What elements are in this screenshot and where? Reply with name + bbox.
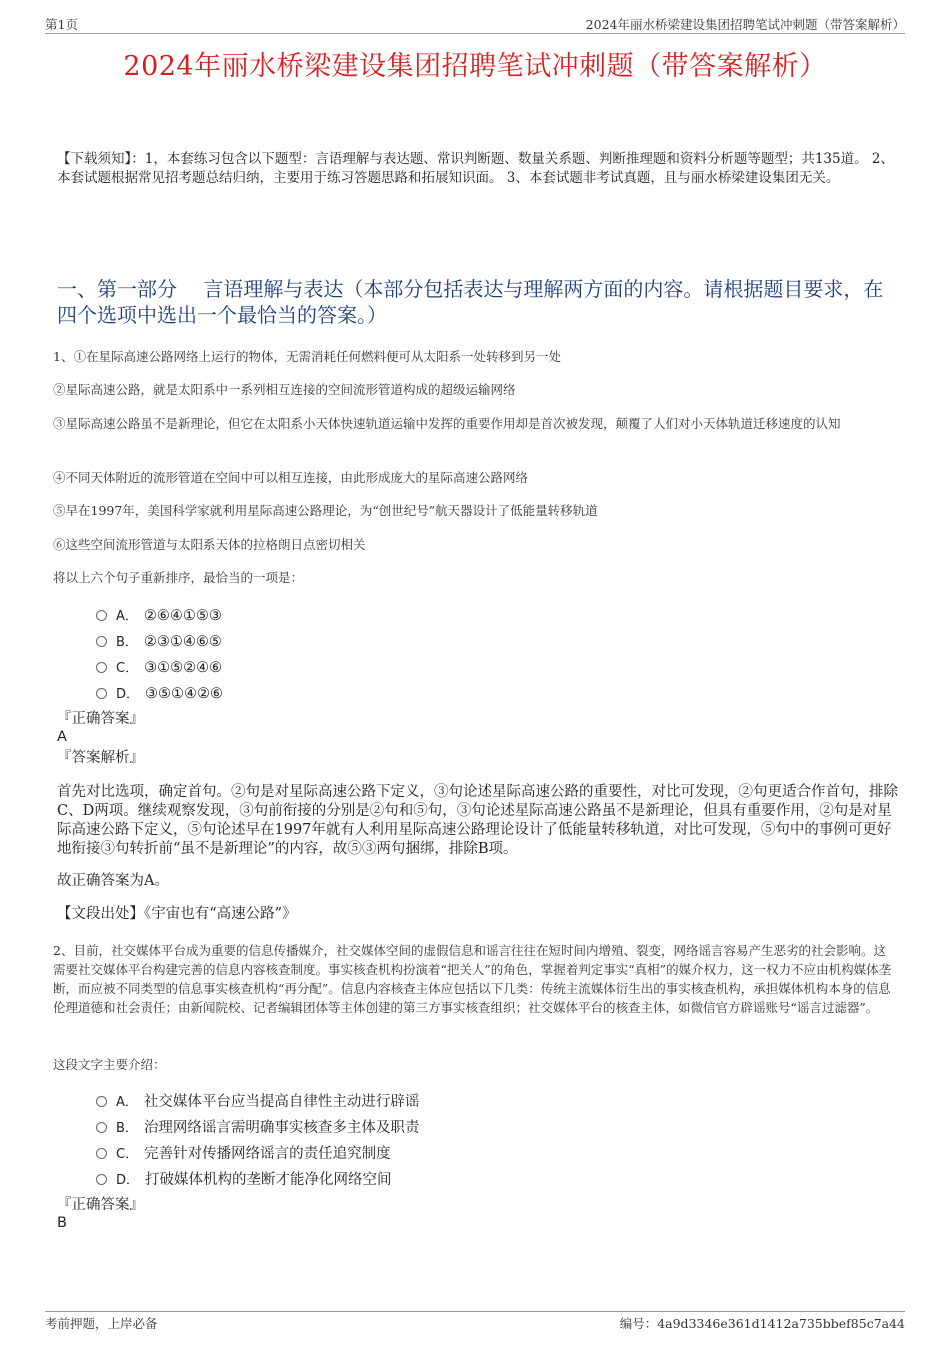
q1-answer: A <box>57 729 67 745</box>
q1-prompt: 将以上六个句子重新排序，最恰当的一项是： <box>53 570 304 585</box>
radio-icon[interactable] <box>96 688 107 699</box>
radio-icon[interactable] <box>96 1174 107 1185</box>
q2-option-b[interactable] <box>96 1116 419 1137</box>
option-text: 打破媒体机构的垄断才能净化网络空间 <box>145 1172 392 1188</box>
footer-serial: 编号：4a9d3346e361d1412a735bbef85c7a44 <box>619 1316 905 1331</box>
q1-option-c[interactable] <box>96 657 222 676</box>
q1-sentence-5: ⑤早在1997年，美国科学家就利用星际高速公路理论，为“创世纪号”航天器设计了低能量转移轨道 <box>53 503 598 518</box>
option-text: 社交媒体平台应当提高自律性主动进行辟谣 <box>143 1094 420 1110</box>
q1-option-a[interactable] <box>96 605 222 624</box>
header-page-number: 第1页 <box>45 17 78 32</box>
option-text: ③①⑤②④⑥ <box>144 660 223 676</box>
q1-analysis: 首先对比选项，确定首句。②句是对星际高速公路下定义，③句论述星际高速公路的重要性，对比可发现，②句更适合作首句，排除C、D两项。继续观察发现，③句前衔接的分别是②句和⑤句，③句论述星际高速公路虽不是新理论，但具有重要作用，②句是对星际高速公路下定义，⑤句论述早在1997年就有人利用星际高速公路理论设计了低能量转移轨道，对比可发现，⑤句中的事例可更好地衔接③句转折前“虽不是新理论”的内容，故⑤③两句捆绑，排除B项。 <box>57 784 898 857</box>
option-text: 完善针对传播网络谣言的责任追究制度 <box>144 1146 391 1162</box>
q1-source: 【文段出处】《宇宙也有“高速公路”》 <box>57 906 297 922</box>
q1-sentence-1: 1、①在星际高速公路网络上运行的物体，无需消耗任何燃料便可从太阳系一处转移到另一处 <box>53 349 561 364</box>
option-letter: D． <box>116 1173 140 1188</box>
download-notice: 【下载须知】：1，本套练习包含以下题型：言语理解与表达题、常识判断题、数量关系题、判断推理题和资料分析题等题型；共135道。 2、本套试题根据常见招考题总结归纳，主要用于练习答题思路和拓展知识面。 3、本套试题非考试真题，且与丽水桥梁建设集团无关。 <box>57 151 894 186</box>
radio-icon[interactable] <box>96 1096 107 1107</box>
option-letter: B． <box>116 635 138 650</box>
footer-slogan: 考前押题，上岸必备 <box>45 1316 158 1331</box>
q1-sentence-2: ②星际高速公路，就是太阳系中一系列相互连接的空间流形管道构成的超级运输网络 <box>53 382 516 397</box>
option-text: ③⑤①④②⑥ <box>145 686 224 702</box>
q1-option-b[interactable] <box>96 631 222 650</box>
section-title: 一、第一部分 言语理解与表达（本部分包括表达与理解两方面的内容。请根据题目要求，在四个选项中选出一个最恰当的答案。） <box>57 277 884 327</box>
option-letter: D． <box>116 687 140 702</box>
q1-answer-label: 『正确答案』 <box>57 711 144 727</box>
option-letter: A． <box>116 609 138 624</box>
option-letter: C． <box>116 661 139 676</box>
header-divider <box>45 33 905 34</box>
q1-sentence-6: ⑥这些空间流形管道与太阳系天体的拉格朗日点密切相关 <box>53 537 366 552</box>
radio-icon[interactable] <box>96 1122 107 1133</box>
q2-prompt: 这段文字主要介绍： <box>53 1057 166 1072</box>
radio-icon[interactable] <box>96 662 107 673</box>
option-letter: A． <box>116 1095 138 1110</box>
q1-option-d[interactable] <box>96 683 223 702</box>
radio-icon[interactable] <box>96 610 107 621</box>
option-text: ②⑥④①⑤③ <box>143 608 222 624</box>
q2-option-c[interactable] <box>96 1142 391 1163</box>
q2-answer: B <box>57 1215 67 1231</box>
header-doc-title: 2024年丽水桥梁建设集团招聘笔试冲刺题（带答案解析） <box>585 17 905 32</box>
q2-option-d[interactable] <box>96 1168 392 1189</box>
q1-analysis-label: 『答案解析』 <box>57 750 144 766</box>
q1-sentence-3: ③星际高速公路虽不是新理论，但它在太阳系小天体快速轨道运输中发挥的重要作用却是首次被发现，颠覆了人们对小天体轨道迁移速度的认知 <box>53 416 841 431</box>
option-letter: B． <box>116 1121 138 1136</box>
option-letter: C． <box>116 1147 139 1162</box>
page-title: 2024年丽水桥梁建设集团招聘笔试冲刺题（带答案解析） <box>123 51 827 82</box>
q1-sentence-4: ④不同天体附近的流形管道在空间中可以相互连接，由此形成庞大的星际高速公路网络 <box>53 470 529 485</box>
q2-answer-label: 『正确答案』 <box>57 1197 144 1213</box>
q2-stem: 2、目前，社交媒体平台成为重要的信息传播媒介，社交媒体空间的虚假信息和谣言往往在短时间内增殖、裂变，网络谣言容易产生恶劣的社会影响。这需要社交媒体平台构建完善的信息内容核查制度。事实核查机构扮演着“把关人”的角色，掌握着判定事实“真相”的媒介权力，这一权力不应由机构媒体垄断，而应被不同类型的信息事实核查机构“再分配”。信息内容核查主体应包括以下几类：传统主流媒体衍生出的事实核查机构，承担媒体机构本身的信息伦理道德和社会责任；由新闻院校、记者编辑团体等主体创建的第三方事实核查组织；社交媒体平台的核查主体，如微信官方辟谣账号“谣言过滤器”。 <box>53 943 892 1015</box>
q1-conclusion: 故正确答案为A。 <box>57 873 169 889</box>
q2-option-a[interactable] <box>96 1090 419 1111</box>
option-text: 治理网络谣言需明确事实核查多主体及职责 <box>143 1120 420 1136</box>
footer-divider <box>45 1311 905 1312</box>
option-text: ②③①④⑥⑤ <box>143 634 222 650</box>
radio-icon[interactable] <box>96 636 107 647</box>
radio-icon[interactable] <box>96 1148 107 1159</box>
